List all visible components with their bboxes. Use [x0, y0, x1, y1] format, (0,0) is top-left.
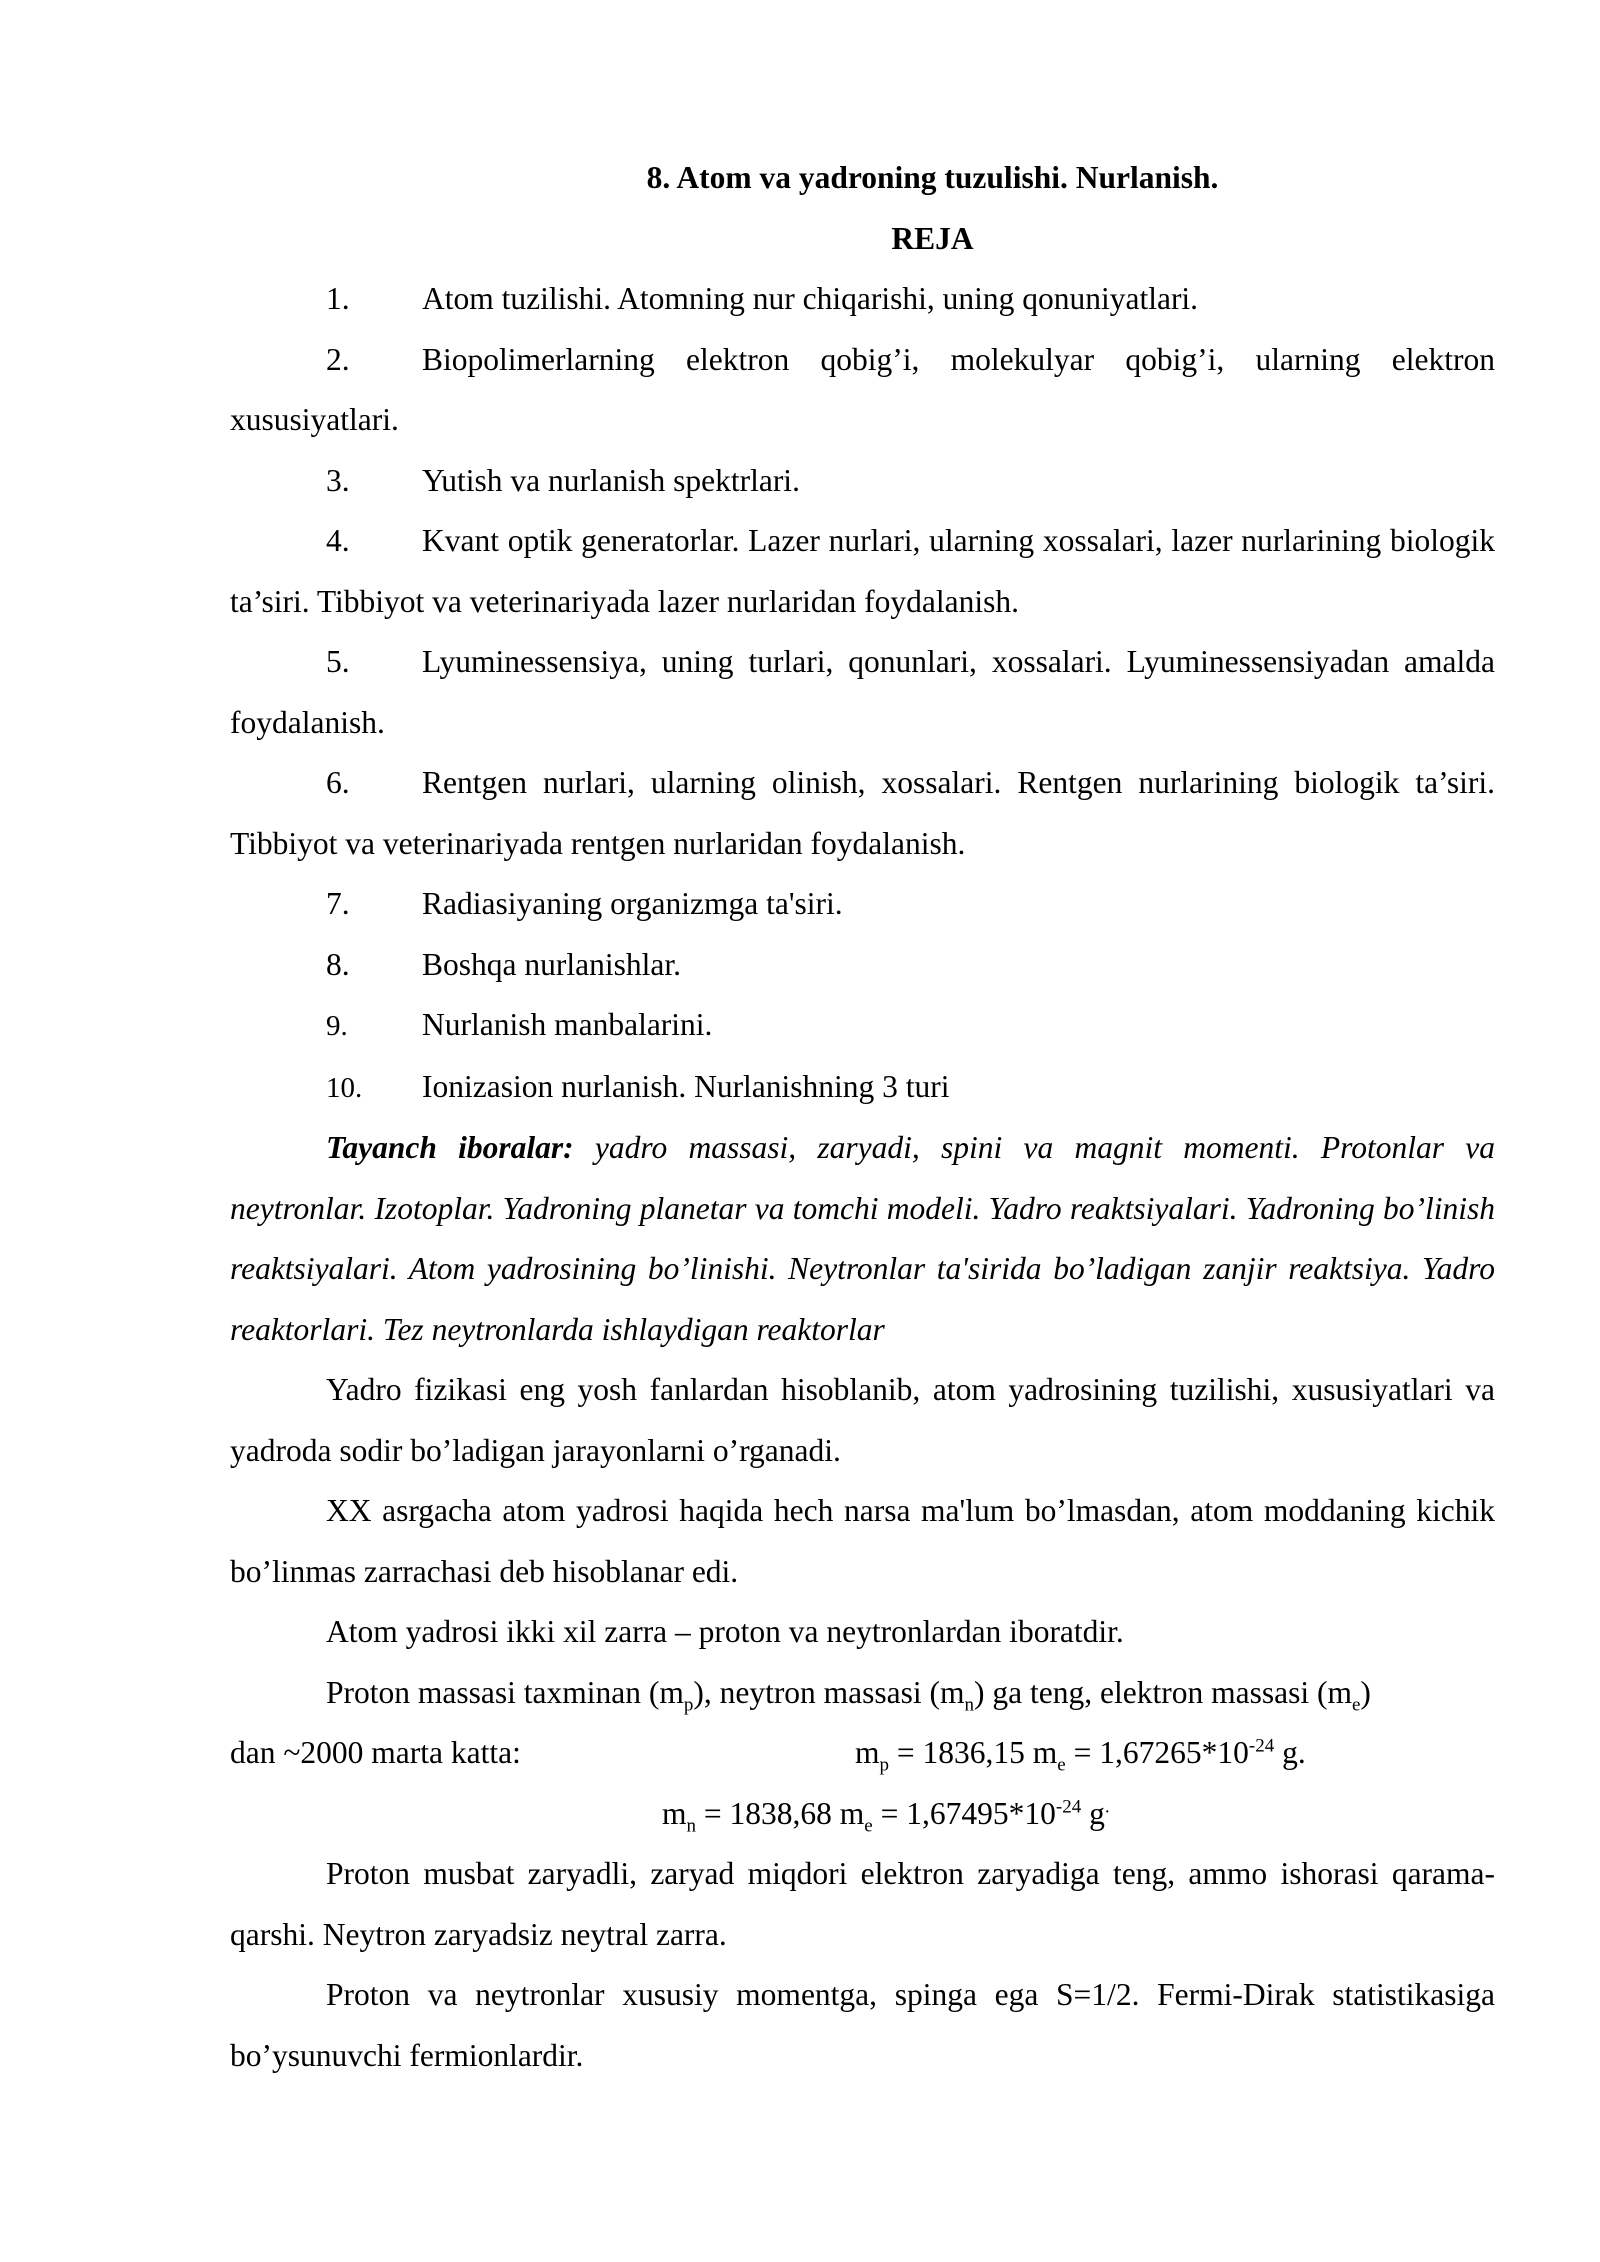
- plan-item: [230, 451, 1495, 512]
- plan-item-text: Nurlanish manbalarini.: [422, 1007, 713, 1042]
- formula-text: g: [1081, 1795, 1105, 1831]
- plan-item-number: 3.: [326, 462, 350, 498]
- subscript: e: [1351, 1693, 1361, 1715]
- plan-item-number: 8.: [326, 946, 350, 982]
- body-paragraph: Proton musbat zaryadli, zaryad miqdori elektron zaryadiga teng, ammo ishorasi qarama-qarshi. Neytron zaryadsiz neytral zarra.: [230, 1856, 1495, 1952]
- plan-item-number: 1.: [326, 281, 350, 316]
- plan-item-number: 2.: [326, 341, 350, 377]
- plan-heading: REJA: [891, 220, 974, 256]
- key-terms-text: yadro massasi, zaryadi, spini va magnit momenti. Protonlar va neytronlar. Izotoplar. Yadroning planetar va tomchi modeli. Yadro reaktsiyalari. Yadroning bo’linish reaktsiyalari. Atom yadrosining bo’linishi. Neytronlar ta'sirida bo’ladigan zanjir reaktsiya. Yadro reaktorlari. Tez neytronlarda ishlaydigan reaktorlar: [230, 1130, 1495, 1347]
- document-body: [230, 148, 1495, 2086]
- plan-item: [230, 935, 1495, 996]
- plan-item-text: Kvant optik generatorlar. Lazer nurlari, ularning xossalari, lazer nurlarining biologik ta’siri. Tibbiyot va veterinariyada lazer nurlaridan foydalanish.: [230, 523, 1495, 619]
- formula-text: = 1,67495*10: [872, 1795, 1056, 1831]
- mass-text: ) ga teng, elektron massasi (m: [974, 1674, 1352, 1710]
- body-paragraph: Atom yadrosi ikki xil zarra – proton va neytronlardan iboratdir.: [326, 1614, 1124, 1649]
- mass-text: ), neytron massasi (m: [693, 1674, 965, 1710]
- formula-text: = 1838,68 m: [696, 1795, 865, 1831]
- page-title: 8. Atom va yadroning tuzulishi. Nurlanish.: [646, 160, 1219, 195]
- mass-text: ): [1360, 1674, 1371, 1710]
- mass-text: Proton massasi taxminan (m: [326, 1674, 684, 1710]
- neutron-mass-formula: [230, 1784, 1495, 1845]
- body-paragraph: Yadro fizikasi eng yosh fanlardan hisoblanib, atom yadrosining tuzilishi, xususiyatlari va yadroda sodir bo’ladigan jarayonlarni o’rganadi.: [230, 1372, 1495, 1468]
- body-paragraph: XX asrgacha atom yadrosi haqida hech narsa ma'lum bo’lmasdan, atom moddaning kichik bo’linmas zarrachasi deb hisoblanar edi.: [230, 1493, 1495, 1589]
- superscript: -24: [1248, 1735, 1275, 1757]
- mass-paragraph: [230, 1663, 1495, 1724]
- plan-list: [230, 269, 1495, 1118]
- plan-item-text: Ionizasion nurlanish. Nurlanishning 3 turi: [422, 1068, 950, 1104]
- superscript: -24: [1055, 1796, 1082, 1817]
- proton-mass-formula: [855, 1723, 1306, 1784]
- key-terms-label: Tayanch iboralar:: [326, 1130, 574, 1165]
- plan-item: [230, 874, 1495, 935]
- body-paragraph: Proton va neytronlar xususiy momentga, spinga ega S=1/2. Fermi-Dirak statistikasiga bo’ysunuvchi fermionlardir.: [230, 1977, 1495, 2073]
- subscript: n: [964, 1693, 975, 1715]
- plan-item-text: Boshqa nurlanishlar.: [422, 946, 681, 982]
- subscript: p: [879, 1754, 890, 1776]
- formula-text: = 1,67265*10: [1065, 1735, 1249, 1770]
- formula-row: [230, 1723, 1495, 1784]
- subscript: e: [1057, 1754, 1066, 1776]
- plan-item-text: Radiasiyaning organizmga ta'siri.: [422, 886, 843, 921]
- key-terms-paragraph: [230, 1118, 1495, 1360]
- mass-text: dan ~2000 marta katta:: [230, 1735, 521, 1770]
- formula-text: m: [855, 1735, 880, 1770]
- plan-item-number: 4.: [326, 523, 350, 558]
- plan-item-text: Biopolimerlarning elektron qobig’i, molekulyar qobig’i, ularning elektron xususiyatlari.: [230, 341, 1495, 437]
- plan-item: [230, 330, 1495, 451]
- plan-item-number: 9.: [326, 1010, 348, 1042]
- plan-item-text: Lyuminessensiya, uning turlari, qonunlari, xossalari. Lyuminessensiyadan amalda foydalanish.: [230, 644, 1495, 740]
- plan-item: [230, 753, 1495, 874]
- plan-item: [230, 269, 1495, 330]
- plan-item: [230, 632, 1495, 753]
- subscript: e: [864, 1814, 873, 1836]
- plan-item-number: 5.: [326, 644, 350, 679]
- plan-item: [230, 511, 1495, 632]
- plan-item-number: 6.: [326, 765, 350, 800]
- plan-item-text: Rentgen nurlari, ularning olinish, xossalari. Rentgen nurlarining biologik ta’siri. Tibbiyot va veterinariyada rentgen nurlaridan foydalanish.: [230, 765, 1495, 861]
- plan-item-number: 10.: [326, 1071, 363, 1104]
- plan-item-number: 7.: [326, 886, 350, 921]
- formula-text: = 1836,15 m: [889, 1735, 1058, 1770]
- plan-item-text: Yutish va nurlanish spektrlari.: [422, 462, 800, 498]
- subscript: n: [686, 1814, 697, 1836]
- superscript: .: [1104, 1796, 1110, 1817]
- subscript: p: [683, 1693, 694, 1715]
- plan-item-text: Atom tuzilishi. Atomning nur chiqarishi, uning qonuniyatlari.: [422, 281, 1199, 316]
- plan-item: [230, 1057, 1495, 1119]
- plan-item: [230, 995, 1495, 1057]
- formula-text: g.: [1274, 1735, 1306, 1770]
- formula-text: m: [662, 1795, 687, 1831]
